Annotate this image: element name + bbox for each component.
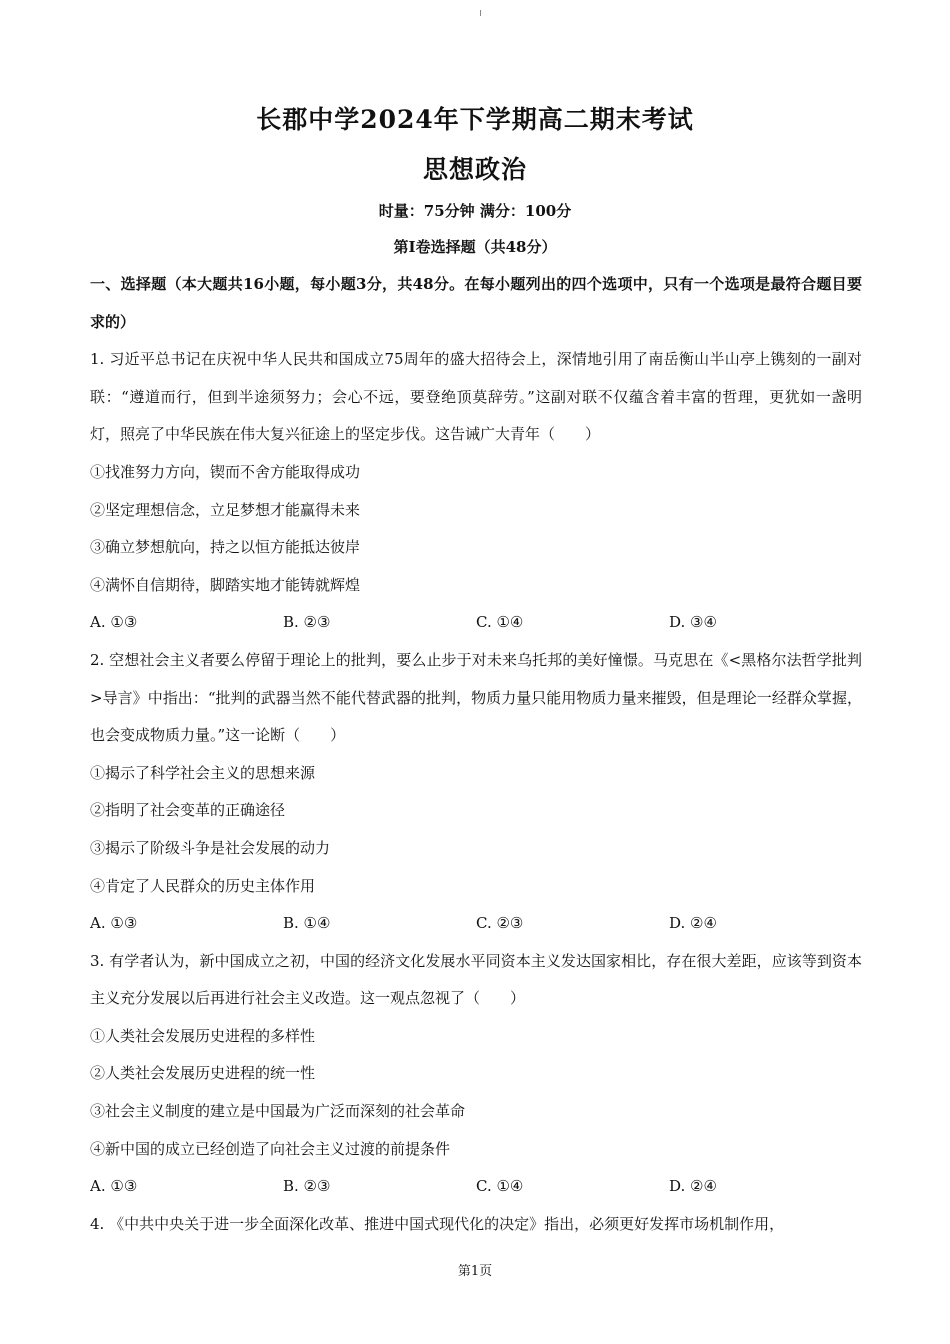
time-score-line: 时量：75分钟 满分：100分 — [378, 202, 572, 220]
statement-2: ②人类社会发展历史进程的统一性 — [90, 1064, 316, 1083]
subject-title: 思想政治 — [422, 155, 527, 184]
statement-4: ④新中国的成立已经创造了向社会主义过渡的前提条件 — [90, 1139, 451, 1158]
option-d: D. ②④ — [669, 1177, 717, 1196]
option-c: C. ②③ — [476, 914, 524, 933]
statement-3: ③揭示了阶级斗争是社会发展的动力 — [90, 838, 331, 857]
statement-2: ②指明了社会变革的正确途径 — [90, 801, 286, 820]
answer-options — [90, 905, 862, 943]
statement-3: ③确立梦想航向，持之以恒方能抵达彼岸 — [90, 538, 361, 557]
statement-1: ①揭示了科学社会主义的思想来源 — [90, 763, 316, 782]
question-4 — [90, 1206, 862, 1244]
question-stem: 2. 空想社会主义者要么停留于理论上的批判，要么止步于对未来乌托邦的美好憧憬。马克思在《<黑格尔法哲学批判>导言》中指出：“批判的武器当然不能代替武器的批判，物质力量只能用物质力量来摧毁，但是理论一经群众掌握，也会变成物质力量。”这一论断（ ） — [90, 650, 862, 745]
statement-4: ④肯定了人民群众的历史主体作用 — [90, 876, 316, 895]
statement-4: ④满怀自信期待，脚踏实地才能铸就辉煌 — [90, 575, 361, 594]
answer-options — [90, 1168, 862, 1206]
option-b: B. ①④ — [283, 914, 331, 933]
option-d: D. ③④ — [669, 613, 717, 632]
statement-3: ③社会主义制度的建立是中国最为广泛而深刻的社会革命 — [90, 1102, 466, 1121]
option-a: A. ①③ — [90, 613, 138, 632]
answer-options — [90, 604, 862, 642]
page-number: 第1页 — [457, 1264, 493, 1279]
option-b: B. ②③ — [283, 1177, 331, 1196]
question-1 — [90, 341, 862, 642]
option-c: C. ①④ — [476, 1177, 524, 1196]
option-a: A. ①③ — [90, 914, 138, 933]
exam-title: 长郡中学2024年下学期高二期末考试 — [256, 105, 694, 134]
section-heading: 一、选择题（本大题共16小题，每小题3分，共48分。在每小题列出的四个选项中，只有一个选项是最符合题目要求的） — [90, 275, 862, 331]
statement-1: ①找准努力方向，锲而不舍方能取得成功 — [90, 462, 361, 481]
statement-2: ②坚定理想信念，立足梦想才能赢得未来 — [90, 500, 361, 519]
option-b: B. ②③ — [283, 613, 331, 632]
top-tick-mark — [480, 10, 481, 16]
part-heading: 第I卷选择题（共48分） — [393, 238, 557, 256]
question-3 — [90, 943, 862, 1206]
statement-1: ①人类社会发展历史进程的多样性 — [90, 1026, 316, 1045]
exam-content — [90, 266, 862, 1243]
question-stem: 4. 《中共中央关于进一步全面深化改革、推进中国式现代化的决定》指出，必须更好发挥市场机制作用， — [90, 1214, 785, 1233]
option-d: D. ②④ — [669, 914, 717, 933]
option-a: A. ①③ — [90, 1177, 138, 1196]
question-stem: 1. 习近平总书记在庆祝中华人民共和国成立75周年的盛大招待会上，深情地引用了南岳衡山半山亭上镌刻的一副对联：“遵道而行，但到半途须努力；会心不远，要登绝顶莫辞劳。”这副对联不仅蕴含着丰富的哲理，更犹如一盏明灯，照亮了中华民族在伟大复兴征途上的坚定步伐。这告诫广大青年（ ） — [90, 350, 862, 444]
question-2 — [90, 642, 862, 943]
option-c: C. ①④ — [476, 613, 524, 632]
question-stem: 3. 有学者认为，新中国成立之初，中国的经济文化发展水平同资本主义发达国家相比，存在很大差距，应该等到资本主义充分发展以后再进行社会主义改造。这一观点忽视了（ ） — [90, 951, 862, 1008]
